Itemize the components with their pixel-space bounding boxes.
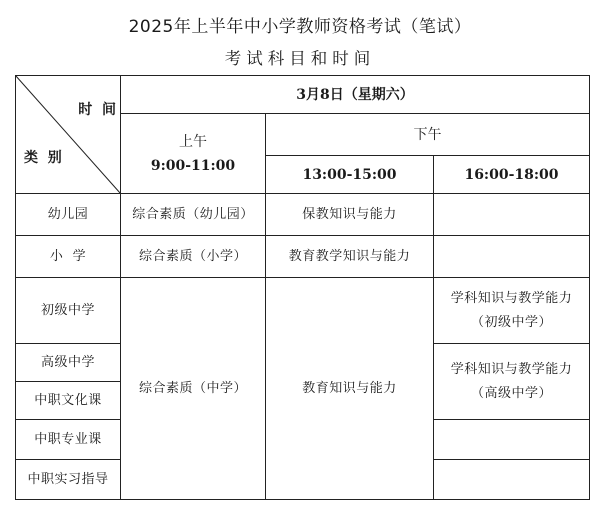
subject-kindergarten-morning: 综合素质（幼儿园） bbox=[132, 206, 254, 222]
subject-senior-late-afternoon bbox=[434, 344, 589, 419]
afternoon-slot-2-time: 16:00-18:00 bbox=[464, 166, 559, 183]
corner-time-label: 时 间 bbox=[78, 102, 116, 118]
category-vocational-practice: 中职实习指导 bbox=[27, 471, 109, 487]
junior-subject-line-1: 学科知识与教学能力 bbox=[450, 290, 573, 306]
subject-kindergarten-afternoon: 保教知识与能力 bbox=[302, 206, 397, 222]
morning-label: 上午 bbox=[179, 133, 207, 150]
category-junior-middle: 初级中学 bbox=[40, 302, 95, 318]
subject-primary-afternoon: 教育教学知识与能力 bbox=[288, 248, 411, 264]
junior-subject-line-2: （初级中学） bbox=[470, 314, 552, 330]
afternoon-label: 下午 bbox=[413, 126, 442, 143]
category-senior-middle: 高级中学 bbox=[40, 354, 95, 370]
subject-middle-morning: 综合素质（中学） bbox=[138, 380, 247, 396]
senior-subject-line-1: 学科知识与教学能力 bbox=[450, 361, 573, 377]
category-kindergarten: 幼儿园 bbox=[47, 206, 89, 222]
senior-subject-line-2: （高级中学） bbox=[470, 385, 552, 401]
document-title: 2025年上半年中小学教师资格考试（笔试） bbox=[128, 17, 472, 37]
category-primary: 小 学 bbox=[49, 248, 87, 264]
document-subtitle: 考试科目和时间 bbox=[224, 49, 376, 68]
exam-date-header: 3月8日（星期六） bbox=[296, 86, 414, 103]
subject-middle-afternoon: 教育知识与能力 bbox=[302, 380, 397, 396]
subject-primary-morning: 综合素质（小学） bbox=[138, 248, 247, 264]
afternoon-slot-1-time: 13:00-15:00 bbox=[302, 166, 397, 183]
morning-time: 9:00-11:00 bbox=[150, 157, 236, 174]
category-vocational-major: 中职专业课 bbox=[34, 431, 102, 447]
category-vocational-culture: 中职文化课 bbox=[34, 392, 102, 408]
corner-category-label: 类 别 bbox=[24, 150, 62, 166]
morning-header bbox=[121, 114, 265, 193]
subject-junior-late-afternoon bbox=[434, 278, 589, 343]
